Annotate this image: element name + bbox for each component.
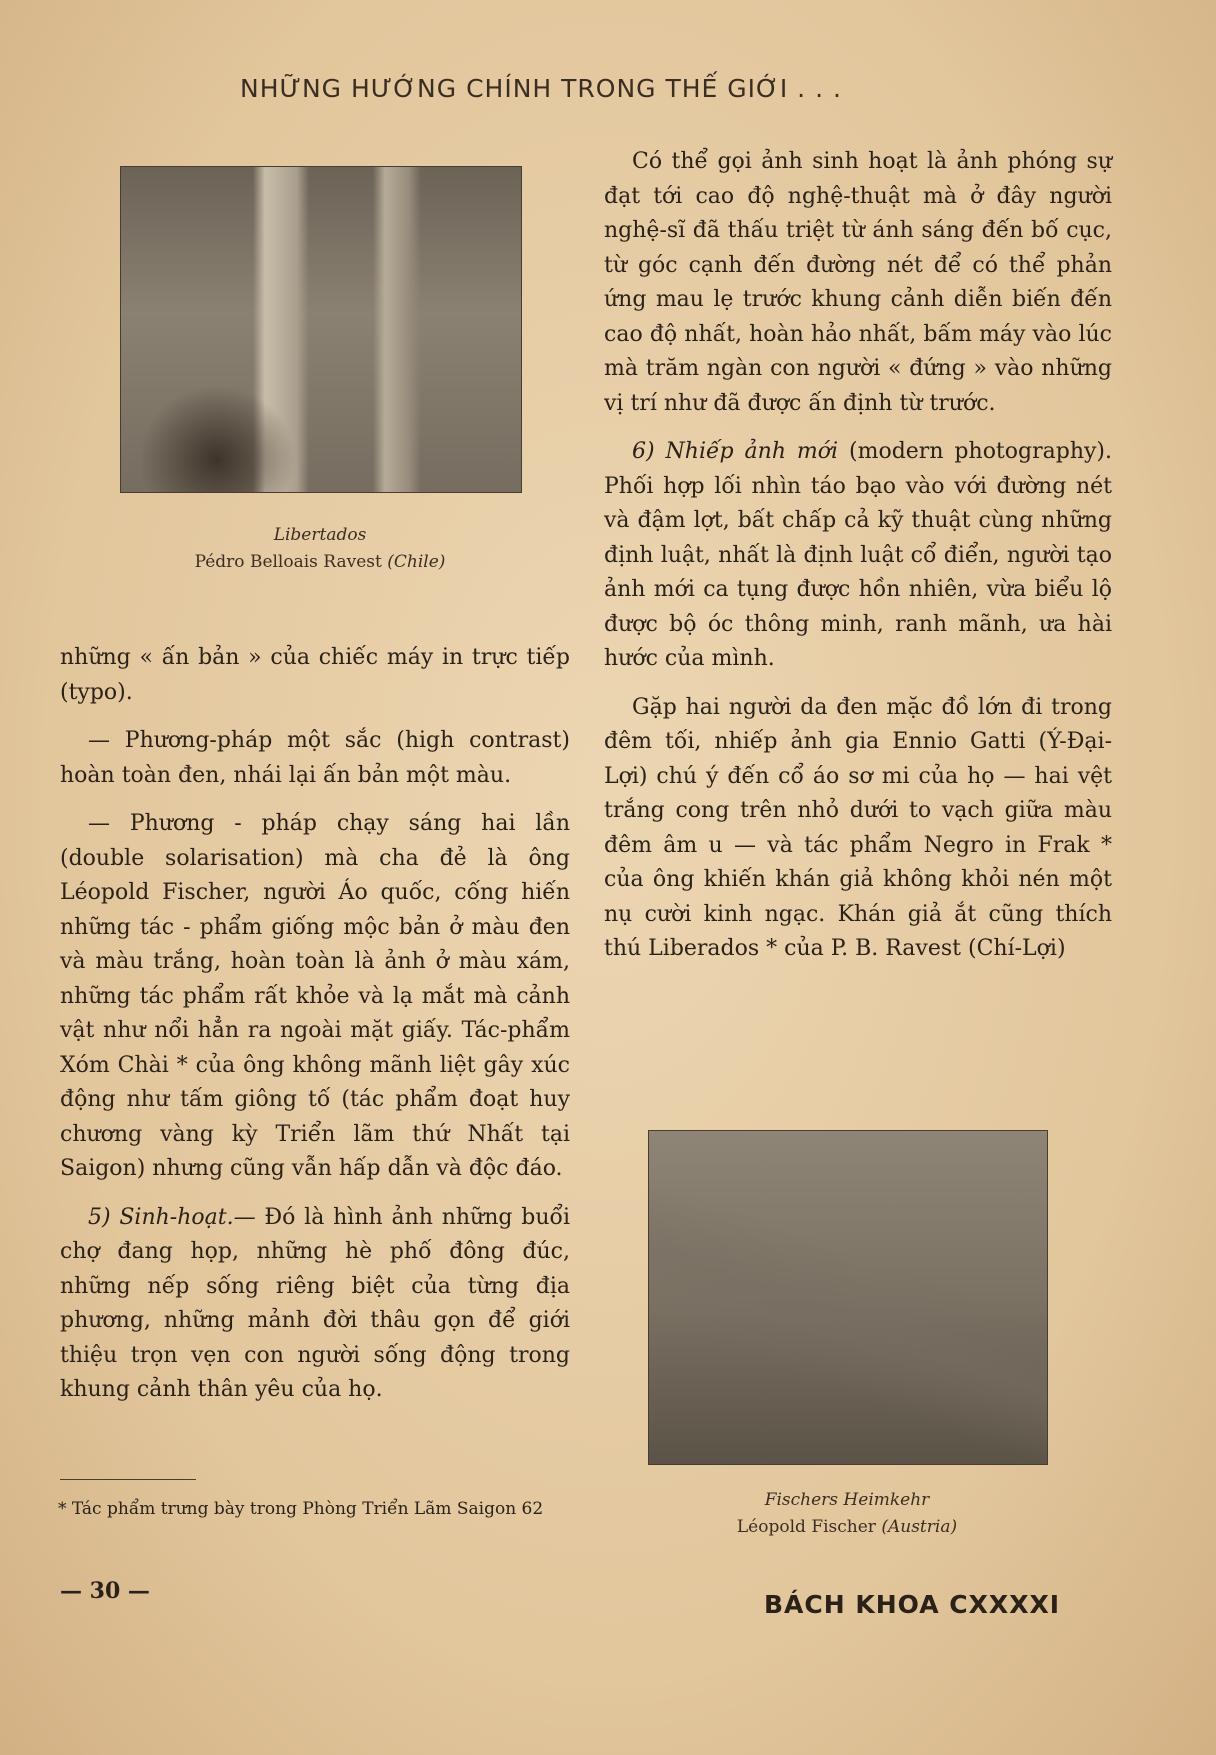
section-5-paragraph [60,1201,570,1408]
paragraph: — Phương - pháp chạy sáng hai lần (double solarisation) mà cha đẻ là ông Léopold Fischer, người Áo quốc, cống hiến những tác - phẩm giống mộc bản ở màu đen và màu trắng, hoàn toàn là ảnh ở màu xám, những tác phẩm rất khỏe và lạ mắt mà cảnh vật như nổi hẳn ra ngoài mặt giấy. Tác-phẩm Xóm Chài * của ông không mãnh liệt gây xúc động như tấm giông tố (tác phẩm đoạt huy chương vàng kỳ Triển lãm thứ Nhất tại Saigon) nhưng cũng vẫn hấp dẫn và độc đáo. [60,811,570,1181]
caption-credit: Pédro Belloais Ravest [194,552,382,572]
paragraph: — Phương-pháp một sắc (high contrast) hoàn toàn đen, nhái lại ấn bản một màu. [60,728,570,788]
paragraph: những « ấn bản » của chiếc máy in trực tiếp (typo). [60,645,570,705]
section-6-paragraph [604,435,1112,677]
caption-title: Fischers Heimkehr [764,1490,930,1510]
footnote-divider [60,1479,196,1480]
caption-title: Libertados [273,525,367,545]
section-5-heading: 5) Sinh-hoạt.— [88,1204,256,1230]
left-column [60,641,570,1422]
right-column [604,145,1112,981]
running-header: NHỮNG HƯỚNG CHÍNH TRONG THẾ GIỚI . . . [240,74,842,103]
section-6-body: (modern photography). Phối hợp lối nhìn táo bạo vào với đường nét và đậm lợt, bất chấp cả kỹ thuật cùng những định luật, nhất là định luật cổ điển, người tạo ảnh mới ca tụng được hồn nhiên, vừa biểu lộ được bộ óc thông minh, ranh mãnh, ưa hài hước của mình. [604,439,1112,671]
caption-credit-line [648,1514,1046,1541]
footnote: * Tác phẩm trưng bày trong Phòng Triển Lãm Saigon 62 [58,1499,544,1519]
caption-country: (Austria) [881,1517,958,1537]
magazine-issue: BÁCH KHOA CXXXXI [764,1590,1061,1619]
caption-credit: Léopold Fischer [736,1517,876,1537]
paragraph: Có thể gọi ảnh sinh hoạt là ảnh phóng sự đạt tới cao độ nghệ-thuật mà ở đây người nghệ-sĩ đã thấu triệt từ ánh sáng đến bố cục, từ góc cạnh đến đường nét để có thể phản ứng mau lẹ trước khung cảnh diễn biến đến cao độ nhất, hoàn hảo nhất, bấm máy vào lúc mà trăm ngàn con người « đứng » vào những vị trí như đã được ấn định từ trước. [604,149,1112,416]
photo-caption-fischers-heimkehr [648,1487,1046,1541]
caption-country: (Chile) [387,552,446,572]
photo-caption-libertados [120,522,520,576]
caption-credit-line [120,549,520,576]
section-5-body: Đó là hình ảnh những buổi chợ đang họp, những hè phố đông đúc, những nếp sống riêng biệt của từng địa phương, những mảnh đời thâu gọn để giới thiệu trọn vẹn con người sống động trong khung cảnh thân yêu của họ. [60,1204,570,1402]
paragraph: Gặp hai người da đen mặc đồ lớn đi trong đêm tối, nhiếp ảnh gia Ennio Gatti (Ý-Đại-Lợi) chú ý đến cổ áo sơ mi của họ — hai vệt trắng cong trên nhỏ dưới to vạch giữa màu đêm âm u — và tác phẩm Negro in Frak * của ông khiến khán giả không khỏi nén một nụ cười kinh ngạc. Khán giả ắt cũng thích thú Liberados * của P. B. Ravest (Chí-Lợi) [604,694,1112,961]
section-6-heading: 6) Nhiếp ảnh mới [632,439,839,464]
photo-fischers-heimkehr [648,1130,1048,1465]
photo-libertados [120,166,522,493]
page-number: — 30 — [60,1578,150,1604]
